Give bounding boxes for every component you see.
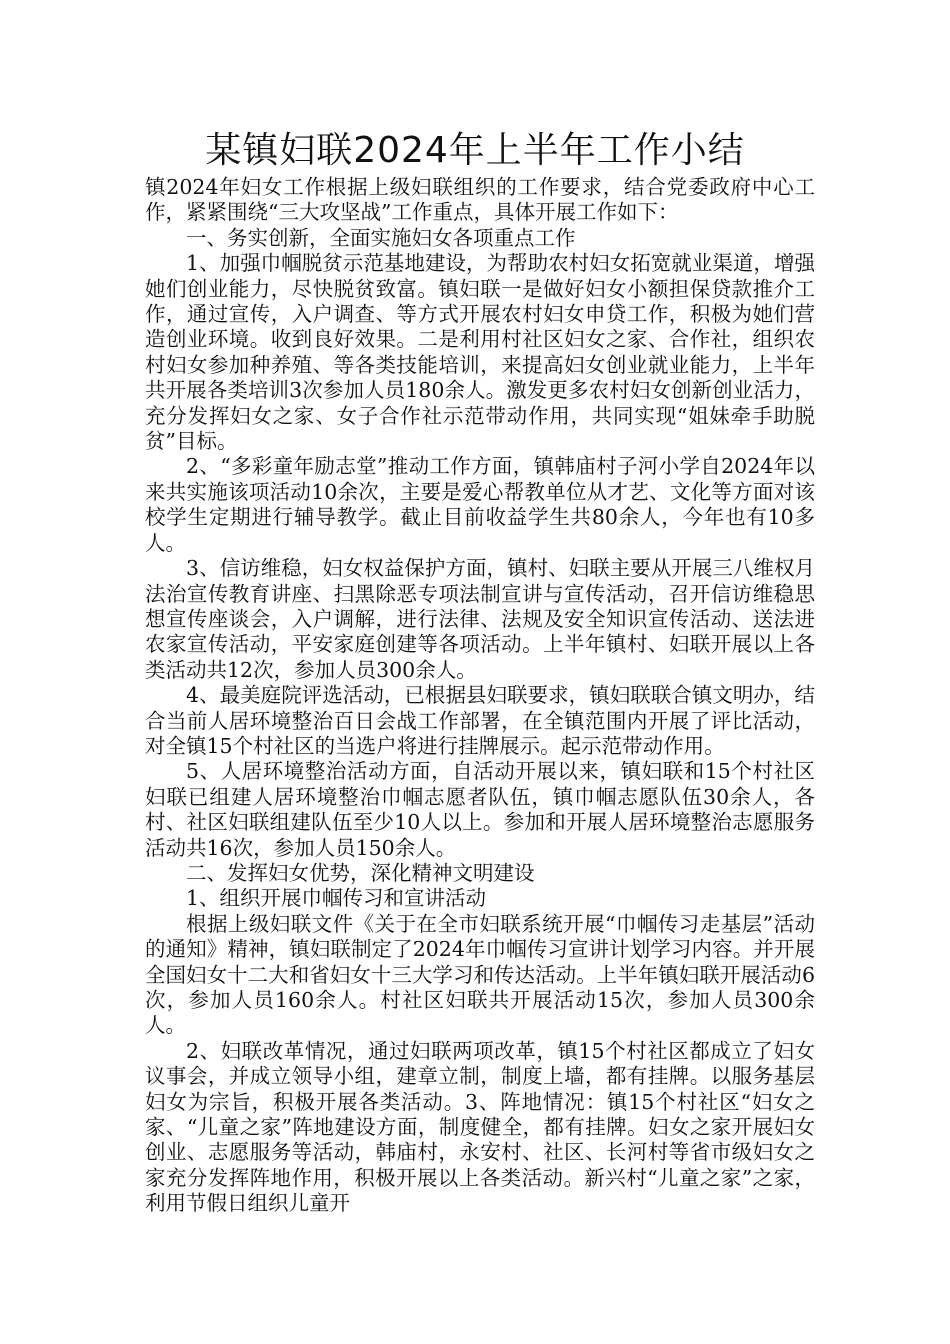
- body-paragraph: 2、“多彩童年励志堂”推动工作方面，镇韩庙村子河小学自2024年以来共实施该项活动10余次，主要是爱心帮教单位从才艺、文化等方面对该校学生定期进行辅导教学。截止目前收益学生共80余人，今年也有10多人。: [145, 454, 815, 555]
- section-heading-1: 一、务实创新，全面实施妇女各项重点工作: [186, 225, 576, 250]
- intro-paragraph: 镇2024年妇女工作根据上级妇联组织的工作要求，结合党委政府中心工作，紧紧围绕“三大攻坚战”工作重点，具体开展工作如下：: [145, 175, 815, 225]
- body-paragraph: 2、妇联改革情况，通过妇联两项改革，镇15个村社区都成立了妇女议事会，并成立领导小组，建章立制，制度上墙，都有挂牌。以服务基层妇女为宗旨，积极开展各类活动。3、阵地情况：镇15个村社区“妇女之家、“儿童之家”阵地建设方面，制度健全，都有挂牌。妇女之家开展妇女创业、志愿服务等活动，韩庙村，永安村、社区、长河村等省市级妇女之家充分发挥阵地作用，积极开展以上各类活动。新兴村“儿童之家”之家，利用节假日组织儿童开: [145, 1038, 815, 1216]
- section-heading-2: 二、发挥妇女优势，深化精神文明建设: [186, 860, 535, 885]
- body-paragraph: 根据上级妇联文件《关于在全市妇联系统开展“巾帼传习走基层”活动的通知》精神，镇妇联制定了2024年巾帼传习宣讲计划学习内容。并开展全国妇女十二大和省妇女十三大学习和传达活动。上半年镇妇联开展活动6次，参加人员160余人。村社区妇联共开展活动15次，参加人员300余人。: [145, 911, 815, 1038]
- document-body: [145, 175, 815, 1217]
- body-paragraph: 4、最美庭院评选活动，已根据县妇联要求，镇妇联联合镇文明办，结合当前人居环境整治百日会战工作部署，在全镇范围内开展了评比活动，对全镇15个村社区的当选户将进行挂牌展示。起示范带动作用。: [145, 683, 815, 758]
- body-paragraph: 3、信访维稳，妇女权益保护方面，镇村、妇联主要从开展三八维权月法治宣传教育讲座、扫黑除恶专项法制宣讲与宣传活动，召开信访维稳思想宣传座谈会，入户调解，进行法律、法规及安全知识宣传活动、送法进农家宣传活动，平安家庭创建等各项活动。上半年镇村、妇联开展以上各类活动共12次，参加人员300余人。: [145, 556, 815, 682]
- body-paragraph: 1、加强巾帼脱贫示范基地建设，为帮助农村妇女拓宽就业渠道，增强她们创业能力，尽快脱贫致富。镇妇联一是做好妇女小额担保贷款推介工作，通过宣传，入户调查、等方式开展农村妇女申贷工作，积极为她们营造创业环境。收到良好效果。二是利用村社区妇女之家、合作社，组织农村妇女参加种养殖、等各类技能培训，来提高妇女创业就业能力，上半年共开展各类培训3次参加人员180余人。激发更多农村妇女创新创业活力，充分发挥妇女之家、女子合作社示范带动作用，共同实现“姐妹牵手助脱贫”目标。: [145, 251, 815, 454]
- subsection-heading: 1、组织开展巾帼传习和宣讲活动: [186, 886, 487, 911]
- body-paragraph: 5、人居环境整治活动方面，自活动开展以来，镇妇联和15个村社区妇联已组建人居环境整治巾帼志愿者队伍，镇巾帼志愿队伍30余人，各村、社区妇联组建队伍至少10人以上。参加和开展人居环境整治志愿服务活动共16次，参加人员150余人。: [145, 759, 815, 860]
- document-title: 某镇妇联2024年上半年工作小结: [205, 130, 745, 171]
